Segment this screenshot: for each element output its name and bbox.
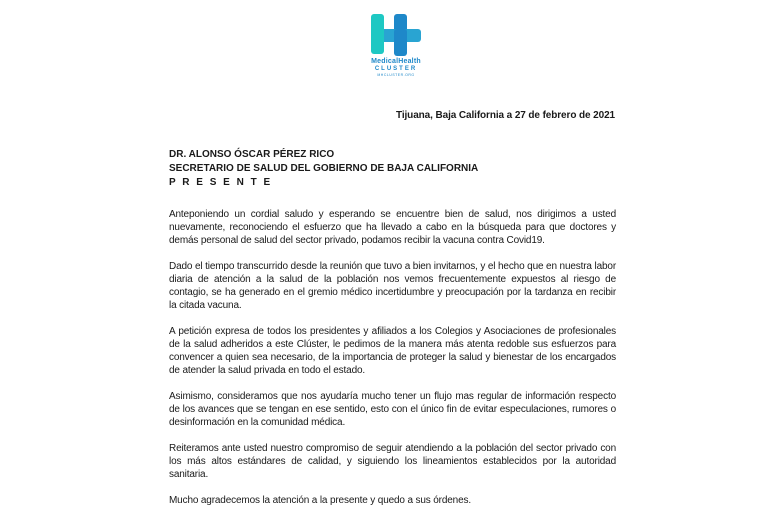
paragraph: Anteponiendo un cordial saludo y esperando se encuentre bien de salud, nos dirigimos a usted nuevamente, reconociendo el esfuerzo que ha llevado a cabo en la búsqueda para que doctores y demás personal de salud del sector privado, podamos recibir la vacuna contra Covid19. (169, 209, 616, 246)
logo-brand-url: MHCLUSTER.ORG (377, 73, 415, 77)
paragraph: Asimismo, consideramos que nos ayudaría mucho tener un flujo mas regular de información respecto de los avances que se tengan en ese sentido, esto con el único fin de evitar especulaciones, rumores o desinformación en la comunidad médica. (169, 391, 616, 428)
recipient-name: DR. ALONSO ÓSCAR PÉREZ RICO (169, 149, 335, 160)
logo (361, 12, 431, 96)
recipient-block (169, 148, 478, 190)
logo-brand-name: MedicalHealth (371, 58, 421, 65)
paragraph: Reiteramos ante usted nuestro compromiso de seguir atendiendo a la población del sector privado con los más altos estándares de calidad, y siguiendo los lineamientos establecidos por la autoridad sanitaria. (169, 443, 616, 480)
recipient-title: SECRETARIO DE SALUD DEL GOBIERNO DE BAJA CALIFORNIA (169, 163, 479, 174)
place-date: Tijuana, Baja California a 27 de febrero de 2021 (396, 110, 615, 121)
logo-brand-sub: CLUSTER (374, 66, 418, 72)
medical-cross-logo-icon (368, 12, 424, 58)
paragraph: Dado el tiempo transcurrido desde la reunión que tuvo a bien invitarnos, y el hecho que en nuestra labor diaria de atención a la salud de la población nos vemos frecuentemente expuestos al riesgo de contagio, se ha generado en el gremio médico incertidumbre y preocupación por la tardanza en recibir la citada vacuna. (169, 261, 616, 311)
letter-body (169, 208, 616, 520)
paragraph: A petición expresa de todos los presidentes y afiliados a los Colegios y Asociaciones de profesionales de la salud adheridos a este Clúster, le pedimos de la manera más atenta redoble sus esfuerzos para convencer a quien sea necesario, de la importancia de proteger la salud y bienestar de los encargados de atender la salud privada en todo el estado. (169, 326, 616, 376)
paragraph: Mucho agradecemos la atención a la presente y quedo a sus órdenes. (169, 495, 471, 506)
presente-line: P R E S E N T E (169, 177, 273, 188)
